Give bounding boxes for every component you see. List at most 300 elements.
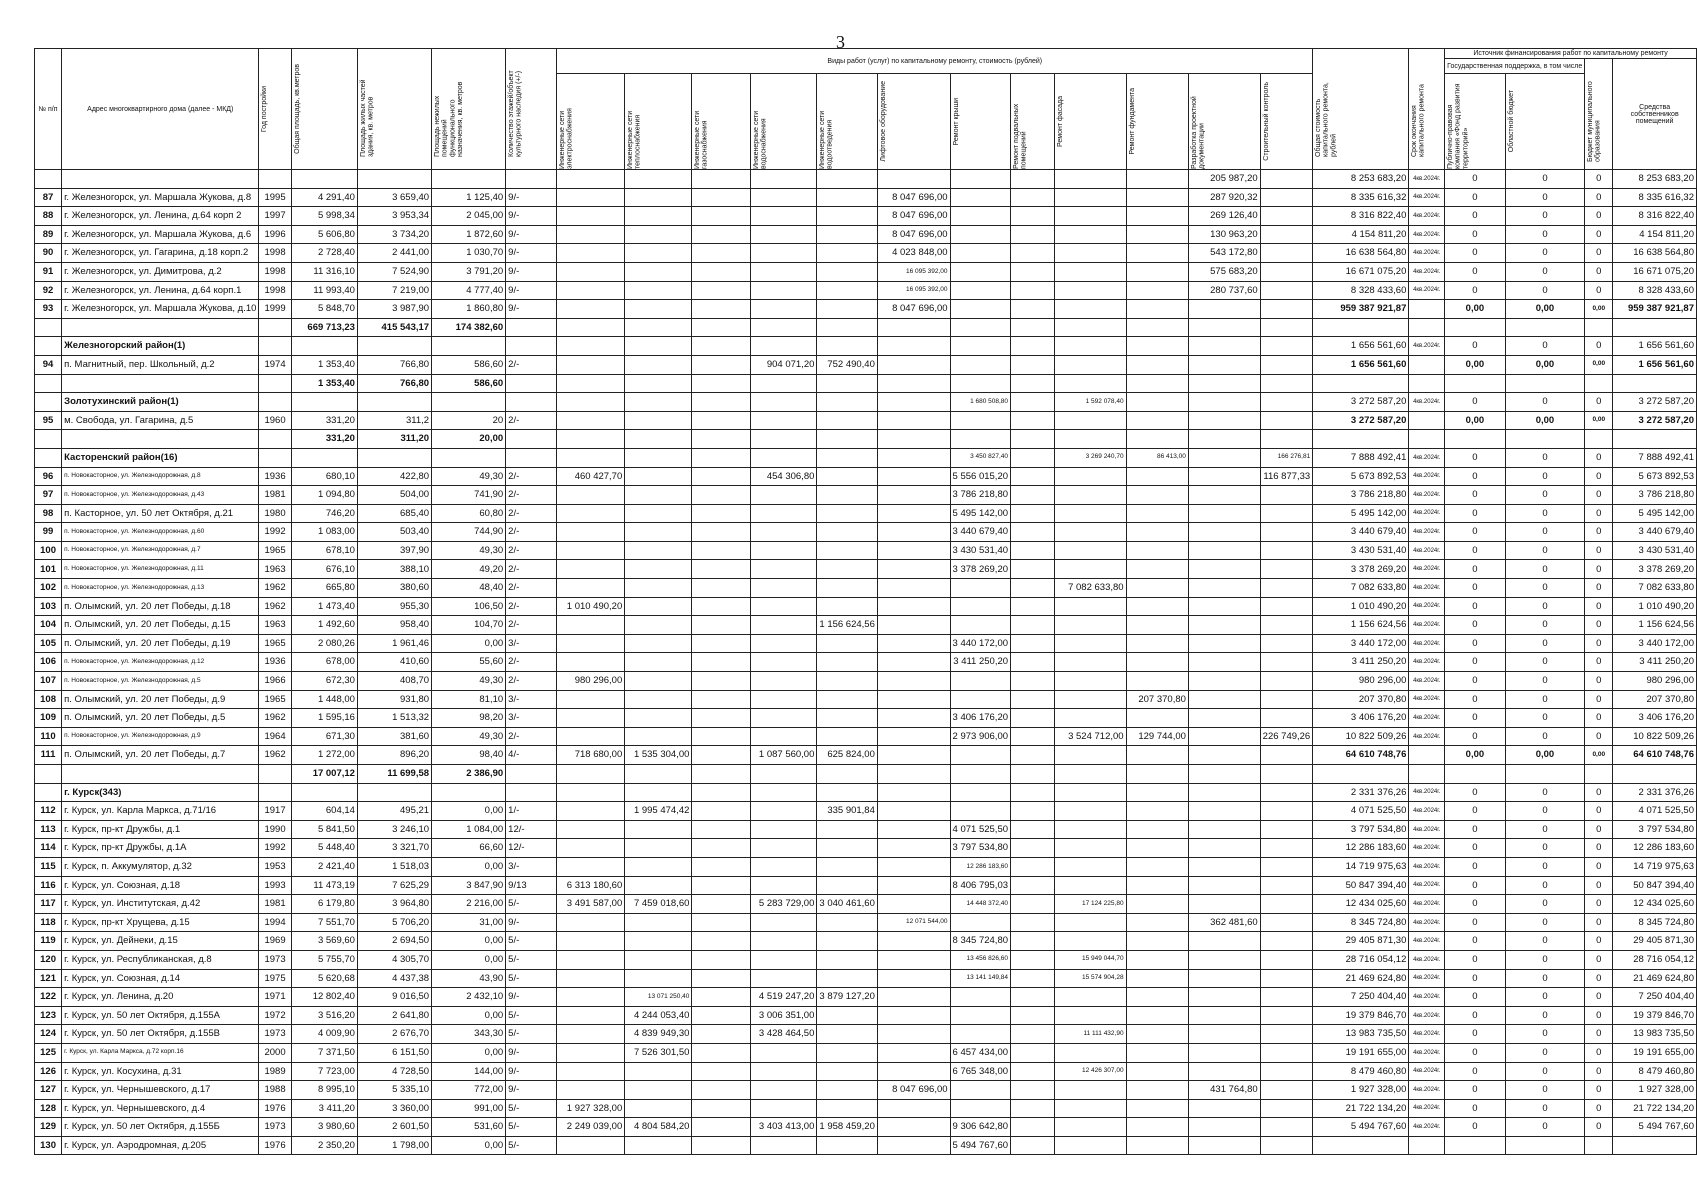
section-work-9 [1126, 337, 1188, 356]
row-work-5 [877, 1062, 950, 1081]
row-fund: 0 [1445, 207, 1506, 226]
subtotal-area-total: 1 353,40 [291, 374, 357, 393]
sum-blank [1409, 374, 1445, 393]
table-row [35, 1099, 1697, 1118]
row-work-8: 17 124 225,80 [1054, 895, 1126, 914]
row-work-5 [877, 653, 950, 672]
row-area-nonres: 43,90 [432, 969, 506, 988]
row-term: 4кв.2024г. [1409, 839, 1445, 858]
section-work-7 [1011, 783, 1055, 802]
row-year: 1994 [259, 913, 291, 932]
row-year: 1980 [259, 504, 291, 523]
table-row [35, 727, 1697, 746]
table-row [35, 207, 1697, 226]
section-r: 0 [1505, 448, 1585, 467]
header-area-total: Общая площадь, кв.метров [293, 64, 301, 154]
row-area-living: 422,80 [357, 467, 431, 486]
row-work-9 [1126, 225, 1188, 244]
row-area-nonres: 1 030,70 [432, 244, 506, 263]
row-fund: 0 [1445, 950, 1506, 969]
row-work-10 [1188, 411, 1260, 430]
sum-blank [1188, 374, 1260, 393]
row-work-10 [1188, 504, 1260, 523]
sum-blank [1585, 374, 1613, 393]
row-work-8 [1054, 188, 1126, 207]
row-work-2 [692, 281, 751, 300]
section-work-4 [817, 783, 877, 802]
row-work-7 [1011, 895, 1055, 914]
row-owners: 7 082 633,80 [1613, 579, 1697, 598]
row-total-cost: 19 379 846,70 [1313, 1006, 1409, 1025]
row-work-3 [751, 913, 817, 932]
sum-blank [1445, 430, 1506, 449]
row-work-3 [751, 950, 817, 969]
sum-blank [625, 765, 692, 784]
row-work-1 [625, 486, 692, 505]
row-municipal: 0 [1585, 857, 1613, 876]
row-number: 110 [35, 727, 62, 746]
row-work-10 [1188, 746, 1260, 765]
row-area-total: 3 569,60 [291, 932, 357, 951]
row-area-total: 671,30 [291, 727, 357, 746]
table-row [35, 913, 1697, 932]
table-row [35, 486, 1697, 505]
section-m: 0 [1585, 337, 1613, 356]
row-work-7 [1011, 1099, 1055, 1118]
row-number: 107 [35, 672, 62, 691]
sum-blank [35, 430, 62, 449]
section-work-9 [1126, 783, 1188, 802]
sec-blank [506, 448, 557, 467]
row-work-0: 3 491 587,00 [557, 895, 625, 914]
row-work-10: 280 737,60 [1188, 281, 1260, 300]
row-fund: 0 [1445, 1025, 1506, 1044]
row-regional: 0,00 [1505, 746, 1585, 765]
row-work-2 [692, 411, 751, 430]
row-municipal: 0 [1585, 876, 1613, 895]
row-address: г. Железногорск, ул. Маршала Жукова, д.10 [62, 300, 259, 319]
sec-blank [432, 783, 506, 802]
row-owners: 13 983 735,50 [1613, 1025, 1697, 1044]
header-work-2: Инженерные сети газоснабжения [694, 110, 710, 169]
row-work-6 [950, 207, 1010, 226]
row-area-nonres: 3 791,20 [432, 262, 506, 281]
row-work-0 [557, 1025, 625, 1044]
row-work-9 [1126, 281, 1188, 300]
row-work-8 [1054, 616, 1126, 635]
row-work-11 [1260, 857, 1313, 876]
table-row [35, 1025, 1697, 1044]
subtotal-area-living: 415 543,17 [357, 318, 431, 337]
sum-blank [1585, 430, 1613, 449]
row-area-nonres [432, 170, 506, 189]
row-work-7 [1011, 876, 1055, 895]
row-work-2 [692, 653, 751, 672]
row-work-3 [751, 690, 817, 709]
row-work-7 [1011, 1081, 1055, 1100]
row-floors: 3/- [506, 690, 557, 709]
row-work-0 [557, 1043, 625, 1062]
row-work-6 [950, 988, 1010, 1007]
row-work-7 [1011, 950, 1055, 969]
row-address: г. Курск, ул. Карла Маркса, д.71/16 [62, 802, 259, 821]
row-regional: 0 [1505, 1099, 1585, 1118]
section-title: Касторенский район(16) [62, 448, 259, 467]
row-work-5 [877, 616, 950, 635]
row-municipal: 0 [1585, 672, 1613, 691]
row-area-total: 1 448,00 [291, 690, 357, 709]
row-work-11 [1260, 709, 1313, 728]
row-area-total: 1 595,16 [291, 709, 357, 728]
row-work-1 [625, 839, 692, 858]
row-area-nonres: 2 045,00 [432, 207, 506, 226]
section-r: 0 [1505, 393, 1585, 412]
row-area-nonres: 1 084,00 [432, 820, 506, 839]
row-work-1 [625, 1099, 692, 1118]
row-area-nonres: 343,30 [432, 1025, 506, 1044]
row-number: 122 [35, 988, 62, 1007]
row-floors: 2/- [506, 504, 557, 523]
row-number: 92 [35, 281, 62, 300]
row-fund: 0 [1445, 597, 1506, 616]
subtotal-area-nonres: 174 382,60 [432, 318, 506, 337]
row-work-5 [877, 1025, 950, 1044]
row-year: 1971 [259, 988, 291, 1007]
row-work-11 [1260, 411, 1313, 430]
row-regional: 0 [1505, 616, 1585, 635]
row-work-11 [1260, 262, 1313, 281]
sum-blank [751, 765, 817, 784]
row-work-11 [1260, 876, 1313, 895]
section-row [35, 448, 1697, 467]
row-number: 105 [35, 634, 62, 653]
row-work-10 [1188, 579, 1260, 598]
row-work-6: 13 141 149,84 [950, 969, 1010, 988]
header-num: № п/п [35, 49, 62, 170]
row-work-7 [1011, 523, 1055, 542]
row-regional: 0 [1505, 1006, 1585, 1025]
row-owners: 3 440 679,40 [1613, 523, 1697, 542]
row-work-1 [625, 541, 692, 560]
row-area-total: 4 009,90 [291, 1025, 357, 1044]
sum-blank [692, 430, 751, 449]
row-area-nonres: 0,00 [432, 634, 506, 653]
row-term: 4кв.2024г. [1409, 969, 1445, 988]
row-floors: 9/- [506, 300, 557, 319]
row-work-4 [817, 262, 877, 281]
row-number [35, 170, 62, 189]
row-work-11 [1260, 653, 1313, 672]
sum-blank [1409, 430, 1445, 449]
row-area-living: 4 437,38 [357, 969, 431, 988]
row-area-nonres: 60,80 [432, 504, 506, 523]
row-number: 91 [35, 262, 62, 281]
row-floors: 3/- [506, 709, 557, 728]
row-municipal: 0 [1585, 709, 1613, 728]
row-work-3 [751, 1099, 817, 1118]
row-work-9 [1126, 579, 1188, 598]
row-work-10: 205 987,20 [1188, 170, 1260, 189]
row-work-7 [1011, 541, 1055, 560]
row-work-2 [692, 1062, 751, 1081]
row-fund: 0 [1445, 523, 1506, 542]
row-owners: 8 328 433,60 [1613, 281, 1697, 300]
row-work-4 [817, 709, 877, 728]
row-area-nonres: 531,60 [432, 1118, 506, 1137]
row-work-7 [1011, 560, 1055, 579]
row-term: 4кв.2024г. [1409, 560, 1445, 579]
row-work-8: 3 524 712,00 [1054, 727, 1126, 746]
header-finance-group: Источник финансирования работ по капитальному ремонту [1445, 49, 1697, 59]
row-work-9 [1126, 634, 1188, 653]
row-work-11 [1260, 895, 1313, 914]
sum-blank [1613, 765, 1697, 784]
row-work-4: 1 156 624,56 [817, 616, 877, 635]
header-work-1: Инженерные сети теплоснабжения [627, 110, 642, 169]
row-fund: 0 [1445, 579, 1506, 598]
row-area-nonres: 744,90 [432, 523, 506, 542]
row-work-8 [1054, 653, 1126, 672]
section-work-0 [557, 448, 625, 467]
row-floors: 9/- [506, 188, 557, 207]
row-year: 1966 [259, 672, 291, 691]
row-area-living: 896,20 [357, 746, 431, 765]
row-work-8 [1054, 1118, 1126, 1137]
row-work-8 [1054, 802, 1126, 821]
sum-blank [1260, 374, 1313, 393]
row-work-5 [877, 355, 950, 374]
row-floors: 9/- [506, 1043, 557, 1062]
row-area-living: 4 728,50 [357, 1062, 431, 1081]
header-work-5: Лифтовое оборудование [879, 81, 887, 162]
row-work-1 [625, 634, 692, 653]
row-work-7 [1011, 1006, 1055, 1025]
row-work-3 [751, 727, 817, 746]
row-work-6: 13 456 826,60 [950, 950, 1010, 969]
row-work-10 [1188, 560, 1260, 579]
sum-blank [1313, 430, 1409, 449]
section-owners: 3 272 587,20 [1613, 393, 1697, 412]
sum-blank [557, 765, 625, 784]
header-work-8: Ремонт фасада [1056, 96, 1064, 147]
section-work-11 [1260, 337, 1313, 356]
header-work-0: Инженерные сети электроснабжения [559, 108, 574, 169]
row-area-nonres: 31,00 [432, 913, 506, 932]
row-work-4 [817, 467, 877, 486]
row-regional: 0 [1505, 281, 1585, 300]
row-area-living: 958,40 [357, 616, 431, 635]
header-work-6: Ремонт крыши [952, 97, 960, 146]
row-year: 1990 [259, 820, 291, 839]
row-area-total [291, 170, 357, 189]
row-area-total: 5 448,40 [291, 839, 357, 858]
row-area-nonres: 81,10 [432, 690, 506, 709]
row-work-7 [1011, 913, 1055, 932]
row-work-3: 3 006 351,00 [751, 1006, 817, 1025]
row-work-1 [625, 857, 692, 876]
row-owners: 5 494 767,60 [1613, 1118, 1697, 1137]
row-area-living: 3 246,10 [357, 820, 431, 839]
row-work-5 [877, 504, 950, 523]
row-municipal: 0 [1585, 1118, 1613, 1137]
section-work-6 [950, 783, 1010, 802]
row-work-0 [557, 1136, 625, 1155]
row-term: 4кв.2024г. [1409, 672, 1445, 691]
row-work-10 [1188, 895, 1260, 914]
row-floors: 5/- [506, 1025, 557, 1044]
row-work-6 [950, 913, 1010, 932]
row-fund: 0 [1445, 709, 1506, 728]
row-floors: 2/- [506, 467, 557, 486]
row-municipal: 0 [1585, 932, 1613, 951]
row-address: г. Железногорск, ул. Маршала Жукова, д.8 [62, 188, 259, 207]
row-work-10: 575 683,20 [1188, 262, 1260, 281]
row-year: 1974 [259, 355, 291, 374]
row-work-9 [1126, 616, 1188, 635]
sec-blank [291, 337, 357, 356]
row-term: 4кв.2024г. [1409, 727, 1445, 746]
row-total-cost: 1 156 624,56 [1313, 616, 1409, 635]
row-area-living: 3 321,70 [357, 839, 431, 858]
row-owners: 19 379 846,70 [1613, 1006, 1697, 1025]
table-row [35, 876, 1697, 895]
row-work-7 [1011, 1136, 1055, 1155]
row-year: 1973 [259, 950, 291, 969]
row-number: 126 [35, 1062, 62, 1081]
row-owners: 8 345 724,80 [1613, 913, 1697, 932]
section-work-5 [877, 393, 950, 412]
row-work-9 [1126, 541, 1188, 560]
row-work-7 [1011, 262, 1055, 281]
row-area-living: 3 659,40 [357, 188, 431, 207]
row-work-4 [817, 579, 877, 598]
row-work-3 [751, 541, 817, 560]
table-row [35, 857, 1697, 876]
row-work-3 [751, 969, 817, 988]
row-floors: 9/- [506, 913, 557, 932]
row-work-6 [950, 616, 1010, 635]
sec-blank [357, 783, 431, 802]
row-municipal: 0 [1585, 579, 1613, 598]
sum-blank [1188, 430, 1260, 449]
row-area-total: 746,20 [291, 504, 357, 523]
row-municipal: 0 [1585, 188, 1613, 207]
row-year: 2000 [259, 1043, 291, 1062]
row-municipal: 0 [1585, 1081, 1613, 1100]
row-work-2 [692, 225, 751, 244]
row-work-9 [1126, 802, 1188, 821]
section-work-8 [1054, 337, 1126, 356]
row-area-nonres: 1 872,60 [432, 225, 506, 244]
sum-blank [557, 374, 625, 393]
header-work-7: Ремонт подвальных помещений [1013, 103, 1028, 169]
table-row [35, 1136, 1697, 1155]
row-regional: 0 [1505, 504, 1585, 523]
row-area-total: 1 083,00 [291, 523, 357, 542]
row-fund: 0 [1445, 988, 1506, 1007]
section-total: 3 272 587,20 [1313, 393, 1409, 412]
row-work-1 [625, 653, 692, 672]
header-work-10: Разработка проектной документации [1190, 96, 1206, 169]
row-number: 99 [35, 523, 62, 542]
sum-blank [1054, 318, 1126, 337]
subtotal-area-total: 669 713,23 [291, 318, 357, 337]
row-address: п. Новокасторное, ул. Железнодорожная, д.7 [62, 541, 259, 560]
row-work-11 [1260, 1006, 1313, 1025]
row-work-5 [877, 988, 950, 1007]
row-work-11 [1260, 300, 1313, 319]
row-work-5 [877, 820, 950, 839]
sum-blank [692, 374, 751, 393]
row-number: 88 [35, 207, 62, 226]
section-m: 0 [1585, 783, 1613, 802]
row-work-11: 226 749,26 [1260, 727, 1313, 746]
table-row [35, 541, 1697, 560]
row-fund: 0 [1445, 653, 1506, 672]
row-work-11 [1260, 634, 1313, 653]
row-address: г. Курск, пр-кт Дружбы, д.1А [62, 839, 259, 858]
row-work-9 [1126, 895, 1188, 914]
row-owners: 4 071 525,50 [1613, 802, 1697, 821]
row-work-0: 980 296,00 [557, 672, 625, 691]
row-area-total: 3 980,60 [291, 1118, 357, 1137]
row-floors: 2/- [506, 486, 557, 505]
row-regional: 0 [1505, 820, 1585, 839]
section-work-0 [557, 783, 625, 802]
sum-blank [62, 430, 259, 449]
row-year: 1998 [259, 281, 291, 300]
row-fund: 0 [1445, 560, 1506, 579]
section-r: 0 [1505, 783, 1585, 802]
row-work-5 [877, 672, 950, 691]
sum-blank [817, 765, 877, 784]
row-floors: 2/- [506, 579, 557, 598]
row-year: 1997 [259, 207, 291, 226]
section-f: 0 [1445, 783, 1506, 802]
row-municipal: 0 [1585, 1043, 1613, 1062]
row-total-cost: 959 387 921,87 [1313, 300, 1409, 319]
row-work-8 [1054, 504, 1126, 523]
row-area-total: 665,80 [291, 579, 357, 598]
row-work-0 [557, 281, 625, 300]
header-regional: Областной бюджет [1507, 90, 1515, 153]
row-fund: 0 [1445, 727, 1506, 746]
row-area-nonres: 48,40 [432, 579, 506, 598]
section-total: 7 888 492,41 [1313, 448, 1409, 467]
row-work-10 [1188, 1136, 1260, 1155]
row-work-0 [557, 504, 625, 523]
row-work-0 [557, 839, 625, 858]
table-row [35, 950, 1697, 969]
row-work-5: 12 071 544,00 [877, 913, 950, 932]
row-term: 4кв.2024г. [1409, 541, 1445, 560]
row-work-1 [625, 820, 692, 839]
section-work-6: 3 450 827,40 [950, 448, 1010, 467]
row-work-10 [1188, 653, 1260, 672]
row-work-10: 543 172,80 [1188, 244, 1260, 263]
row-area-nonres: 0,00 [432, 1136, 506, 1155]
row-work-1 [625, 504, 692, 523]
row-work-8 [1054, 486, 1126, 505]
row-work-10 [1188, 969, 1260, 988]
row-work-5 [877, 876, 950, 895]
row-work-6: 3 430 531,40 [950, 541, 1010, 560]
row-work-4 [817, 281, 877, 300]
row-municipal: 0,00 [1585, 355, 1613, 374]
row-work-9 [1126, 1099, 1188, 1118]
row-area-living: 955,30 [357, 597, 431, 616]
row-work-0 [557, 262, 625, 281]
